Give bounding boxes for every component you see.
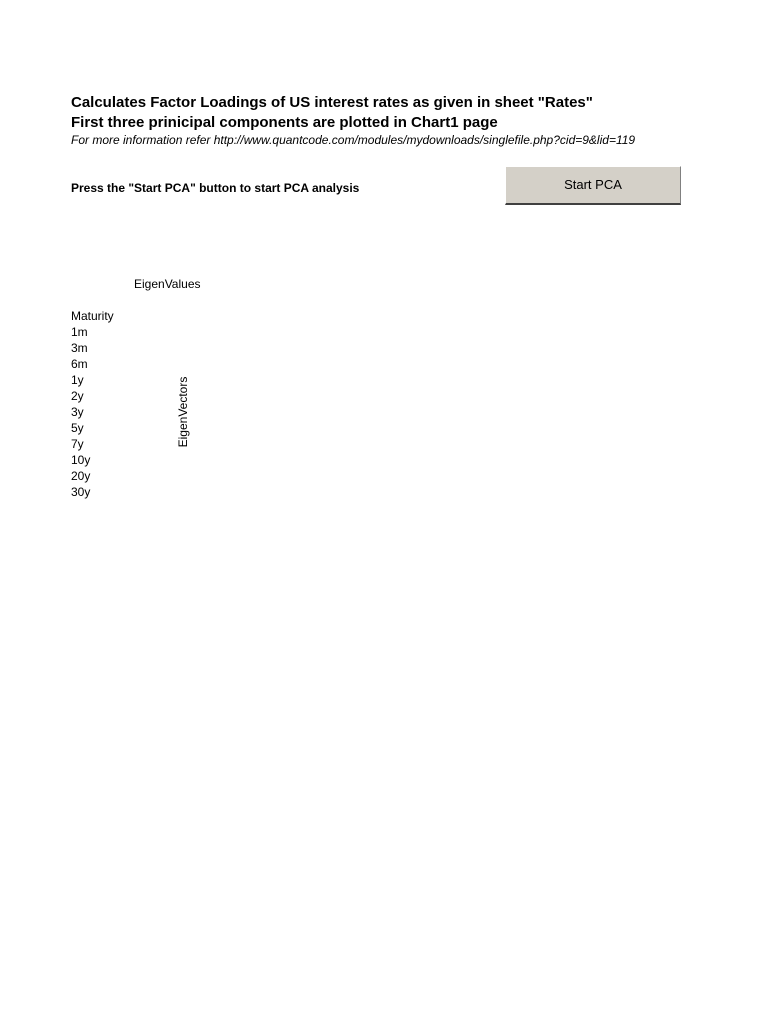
maturity-item: 20y bbox=[71, 469, 91, 483]
maturity-item: 10y bbox=[71, 453, 91, 467]
maturity-item: 30y bbox=[71, 485, 91, 499]
maturity-item: 7y bbox=[71, 437, 84, 451]
maturity-item: 5y bbox=[71, 421, 84, 435]
maturity-item: 2y bbox=[71, 389, 84, 403]
maturity-list bbox=[71, 324, 90, 500]
page-title: Calculates Factor Loadings of US interest rates as given in sheet "Rates" bbox=[71, 94, 593, 111]
eigenvalues-label: EigenValues bbox=[134, 277, 201, 291]
start-pca-button[interactable]: Start PCA bbox=[505, 166, 681, 205]
eigenvectors-label: EigenVectors bbox=[176, 376, 190, 448]
maturity-item: 1m bbox=[71, 325, 88, 339]
page-subtitle: First three prinicipal components are plotted in Chart1 page bbox=[71, 114, 498, 131]
instruction-text: Press the "Start PCA" button to start PCA analysis bbox=[71, 181, 360, 195]
maturity-header: Maturity bbox=[71, 309, 114, 323]
maturity-item: 6m bbox=[71, 357, 88, 371]
maturity-item: 1y bbox=[71, 373, 84, 387]
maturity-item: 3m bbox=[71, 341, 88, 355]
maturity-item: 3y bbox=[71, 405, 84, 419]
info-text: For more information refer http://www.quantcode.com/modules/mydownloads/singlefile.php?cid=9&lid=119 bbox=[71, 133, 636, 147]
